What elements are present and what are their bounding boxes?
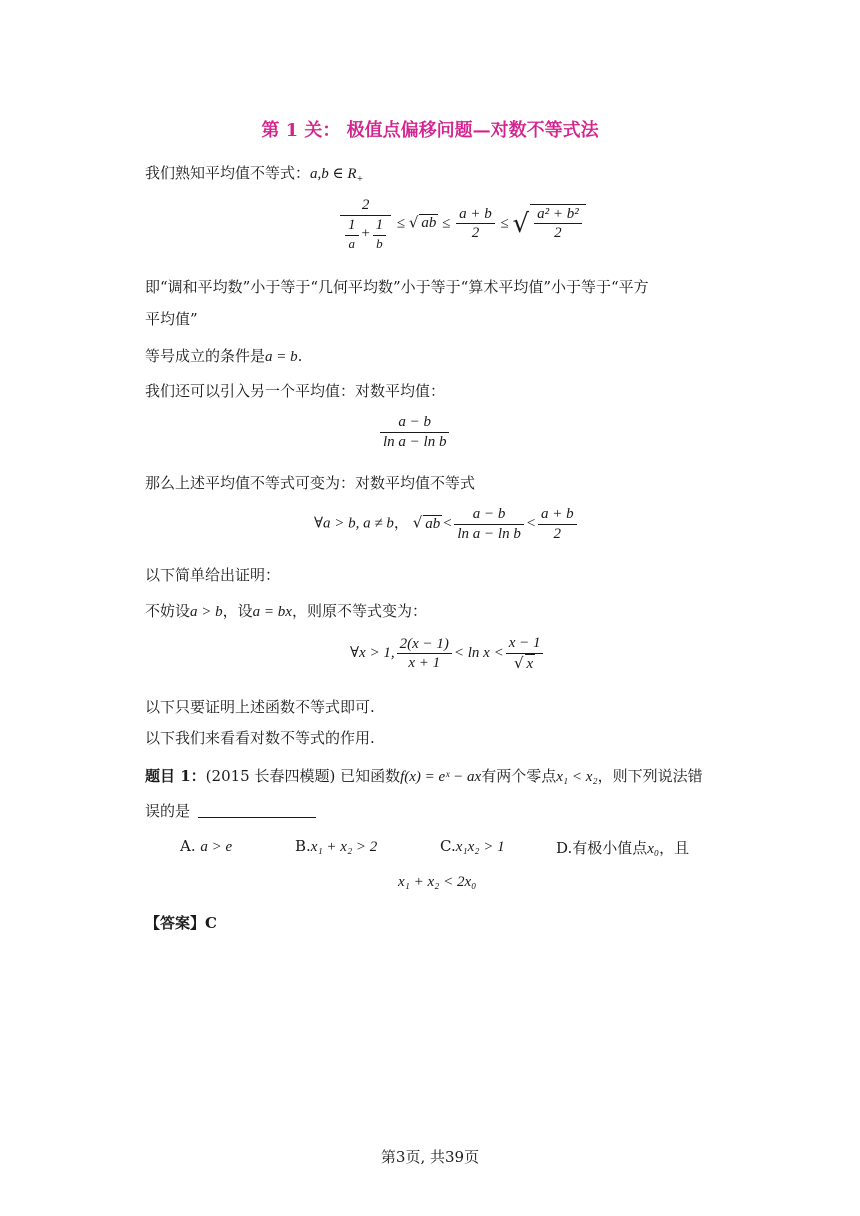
right-num: x − 1 <box>506 634 544 654</box>
log-mean-frac-2 <box>454 505 523 544</box>
right-frac <box>506 634 544 674</box>
assume-text-1: 不妨设 <box>145 602 191 620</box>
arithmetic-mean <box>456 205 495 244</box>
assume-text-3: ，则原不等式变为： <box>291 602 427 620</box>
frac-one-over-a <box>345 216 359 252</box>
comma: ， <box>393 515 409 532</box>
option-d-tail: ，且 <box>659 839 690 857</box>
lt-sign-1: < <box>442 515 453 532</box>
le-sign-2: ≤ <box>442 215 451 232</box>
arith-num-2: a + b <box>538 505 577 525</box>
log-mean-frac <box>380 413 449 452</box>
quad-den: 2 <box>554 225 562 242</box>
condition-ab: a,b ∈ R <box>310 166 357 182</box>
harmonic-denominator <box>340 216 391 252</box>
condition-math <box>310 166 364 185</box>
roots-condition: x₁ < x₂ <box>556 769 598 785</box>
option-c-math: x₁x₂ > 1 <box>455 839 505 855</box>
option-a <box>180 837 232 856</box>
log-mean-formula <box>378 413 451 452</box>
mean-inequality <box>338 196 586 252</box>
assumption-line <box>145 600 427 621</box>
harmonic-numerator: 2 <box>340 196 391 216</box>
paragraph-line-1: 即“调和平均数”小于等于“几何平均数”小于等于“算术平均值”小于等于“平方 <box>145 278 649 296</box>
right-den-wrap <box>506 654 544 674</box>
option-b-math: x₁ + x₂ > 2 <box>310 839 378 855</box>
frac-one-over-b <box>373 216 387 252</box>
one-a-num: 1 <box>345 216 359 236</box>
option-d-math: x₀ <box>647 841 660 857</box>
one-b-num: 1 <box>373 216 387 236</box>
option-d <box>556 837 689 858</box>
problem-tail: ，则下列说法错 <box>597 767 703 785</box>
look-statement: 以下我们来看看对数不等式的作用. <box>145 729 375 747</box>
harmonic-mean <box>340 196 391 252</box>
problem-line-2-text: 误的是 <box>145 802 191 820</box>
page-footer: 第3页, 共39页 <box>380 1148 480 1166</box>
forall-condition: ∀a > b, a ≠ b <box>314 515 394 532</box>
paragraph-line-2: 平均值” <box>145 310 198 328</box>
one-a-den: a <box>348 235 355 251</box>
sqrt-sign-large: √ <box>512 208 530 239</box>
sqrt-sign-3: √ <box>513 653 524 672</box>
answer: 【答案】C <box>145 914 217 932</box>
assume-math-1: a > b <box>190 604 223 620</box>
log-mean-den: ln a − ln b <box>383 433 447 450</box>
right-den: x <box>526 655 534 672</box>
sqrt-sign: √ <box>408 213 419 232</box>
answer-blank <box>198 803 316 818</box>
problem-source: (2015 长春四模题) 已知函数 <box>205 767 401 785</box>
log-den-2: ln a − ln b <box>457 525 521 542</box>
log-num-2: a − b <box>454 505 523 525</box>
le-sign-1: ≤ <box>396 215 406 232</box>
prove-statement: 以下只要证明上述函数不等式即可. <box>145 698 375 716</box>
problem-line-1 <box>145 765 703 786</box>
function-inequality <box>350 634 545 674</box>
intro-line <box>145 162 363 185</box>
log-inequality-intro: 那么上述平均值不等式可变为：对数平均值不等式 <box>145 474 476 492</box>
problem-mid: 有两个零点 <box>481 767 557 785</box>
geometric-mean-2: ab <box>425 515 441 532</box>
log-mean-num: a − b <box>380 413 449 433</box>
arith-mean-2 <box>538 505 577 544</box>
left-den: x + 1 <box>408 655 441 672</box>
quadratic-mean <box>530 204 586 244</box>
assume-text-2: ，设 <box>222 602 253 620</box>
geometric-mean: ab <box>421 215 437 232</box>
log-mean-intro: 我们还可以引入另一个平均值：对数平均值： <box>145 382 446 400</box>
arith-den: 2 <box>471 225 480 242</box>
problem-line-2 <box>145 800 316 821</box>
function-definition: f(x) = eˣ − ax <box>400 769 482 785</box>
arith-num: a + b <box>456 205 495 225</box>
arith-den-2: 2 <box>553 525 562 542</box>
equality-line <box>145 345 302 366</box>
quad-num: a² + b² <box>534 205 582 225</box>
assume-math-2: a = bx <box>252 604 292 620</box>
option-b <box>295 837 377 856</box>
option-c-label: C. <box>440 837 456 855</box>
option-c <box>440 837 505 856</box>
section-title: 第 1 关： 极值点偏移问题—对数不等式法 <box>261 120 599 141</box>
proof-intro: 以下简单给出证明： <box>145 566 281 584</box>
le-sign-3: ≤ <box>500 215 509 232</box>
option-d-line-2: x₁ + x₂ < 2x₀ <box>398 874 477 890</box>
option-b-label: B. <box>295 837 311 855</box>
equality-end: . <box>297 347 303 365</box>
equality-math: a = b <box>265 349 298 365</box>
sqrt-sign-2: √ <box>412 513 423 532</box>
left-frac <box>397 635 452 674</box>
lt-sign-2: < <box>525 515 536 532</box>
left-num: 2(x − 1) <box>397 635 452 655</box>
ln-x-middle: < ln x < <box>453 645 504 662</box>
option-a-label: A. <box>180 837 196 855</box>
log-mean-inequality <box>314 505 579 544</box>
forall-x: ∀x > 1, <box>350 645 395 662</box>
one-b-den: b <box>376 235 383 251</box>
quadratic-frac <box>534 205 582 244</box>
condition-subscript: + <box>356 174 364 185</box>
plus-sign: + <box>360 225 371 242</box>
equality-text: 等号成立的条件是 <box>145 347 266 365</box>
intro-text: 我们熟知平均值不等式： <box>145 164 311 182</box>
option-d-label: D.有极小值点 <box>556 839 648 857</box>
option-a-math: a > e <box>200 839 233 855</box>
problem-label: 题目 1： <box>145 767 206 785</box>
